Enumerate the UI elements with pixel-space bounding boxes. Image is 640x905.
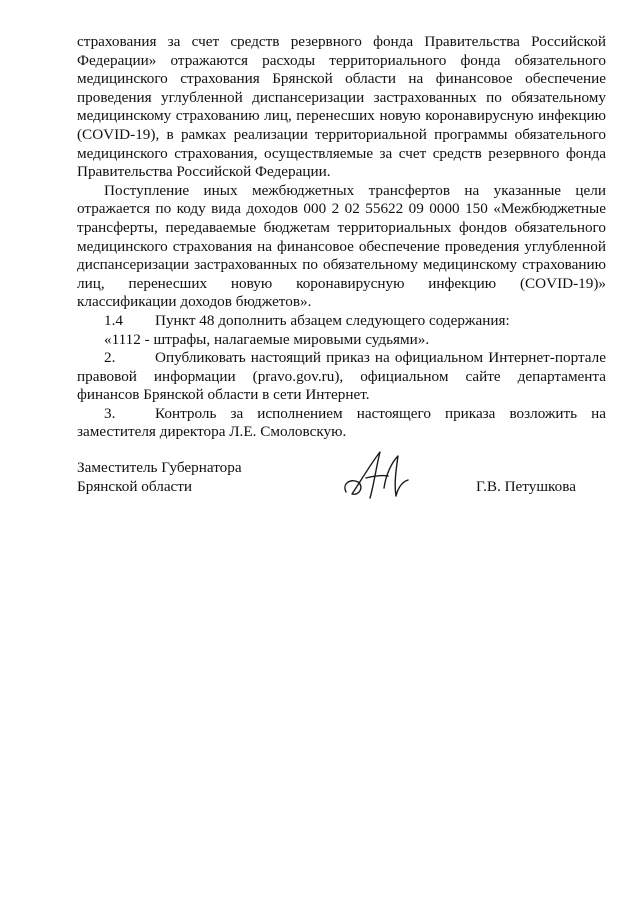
item-number: 1.4 (104, 311, 123, 329)
quote-line: «1112 - штрафы, налагаемые мировыми судьями». (104, 330, 430, 348)
item-number: 2. (104, 349, 116, 367)
item-text: Пункт 48 дополнить абзацем следующего содержания: (155, 311, 510, 329)
item-text: Контроль за исполнением настоящего приказа возложить на заместителя директора Л.Е. Смоловскую. (77, 404, 606, 441)
list-item-3 (77, 405, 606, 442)
position-line-1: Заместитель Губернатора (77, 459, 242, 476)
signatory-name: Г.В. Петушкова (476, 478, 576, 495)
list-item-2 (77, 349, 606, 405)
signatory-position (77, 458, 242, 496)
position-line-2: Брянской области (77, 478, 193, 495)
paragraph-revenues: Поступление иных межбюджетных трансфертов на указанные цели отражается по коду вида доходов 000 2 02 55622 09 0000 150 «Межбюджетные трансферты, передаваемые бюджетам территориальных фондов обязательного медицинского страхования на финансовое обеспечение проведения углубленной диспансеризации застрахованных по обязательному медицинскому страхованию лиц, перенесших новую коронавирусную инфекцию (COVID-19)» классификации доходов бюджетов». (77, 181, 606, 311)
item-number: 3. (104, 404, 116, 422)
item-text: Опубликовать настоящий приказ на официальном Интернет-портале правовой информации (pravo.gov.ru), официальном сайте департамента финансов Брянской области в сети Интернет. (77, 349, 606, 404)
handwritten-signature (340, 448, 410, 504)
list-item-1-4 (77, 312, 606, 331)
paragraph-expenses: страхования за счет средств резервного фонда Правительства Российской Федерации» отражаются расходы территориального фонда обязательного медицинского страхования Брянской области на финансовое обеспечение проведения углубленной диспансеризации застрахованных по обязательному медицинскому страхованию лиц, перенесших новую коронавирусную инфекцию (COVID-19), в рамках реализации территориальной программы обязательного медицинского страхования, осуществляемые за счет средств резервного фонда Правительства Российской Федерации. (77, 33, 606, 181)
document-body (77, 33, 606, 442)
